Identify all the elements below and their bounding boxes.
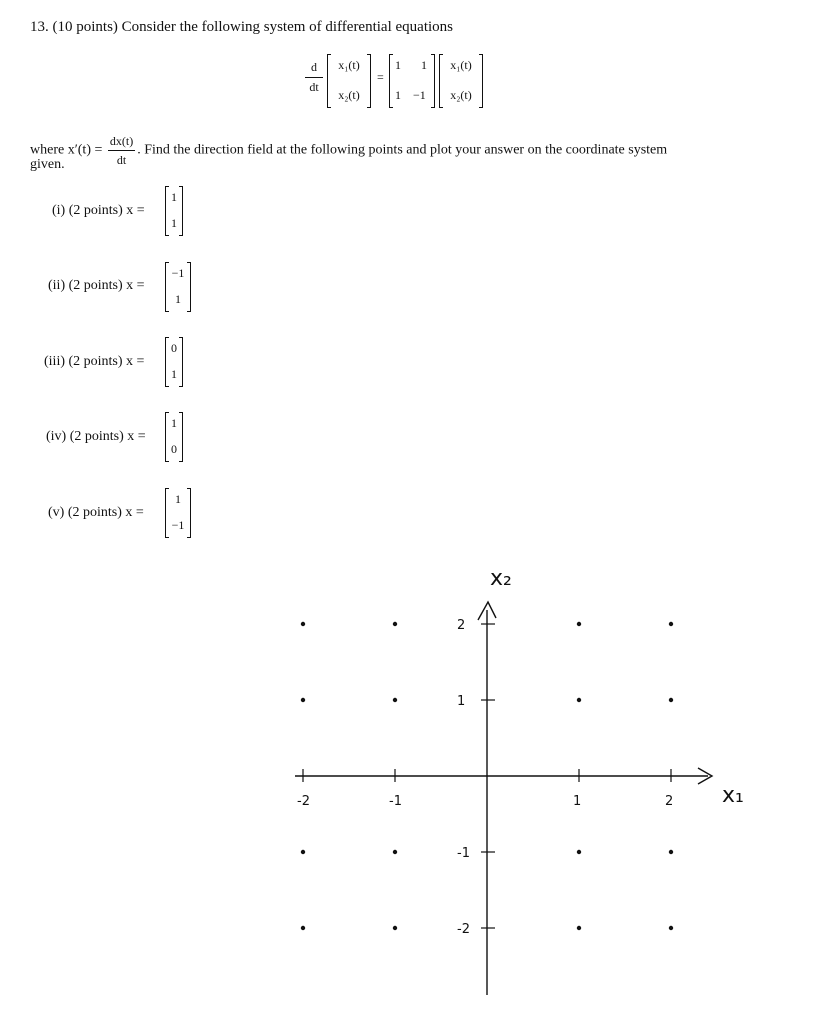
x2-tick-label: 2 — [457, 618, 466, 633]
x1-axis-label: x₁ — [722, 783, 744, 808]
part-i-top: 1 — [171, 190, 177, 204]
part-iii-top: 0 — [171, 341, 177, 355]
part-i-label: (i) (2 points) x = — [52, 203, 145, 218]
part-v-bottom: −1 — [171, 518, 185, 532]
part-ii-bottom: 1 — [175, 292, 181, 306]
grid-point — [669, 850, 673, 854]
matrix-m11: 1 — [395, 58, 401, 72]
x2-entry: x₂(t) — [338, 88, 360, 102]
grid-point — [669, 622, 673, 626]
matrix-m22: −1 — [413, 88, 426, 102]
derivative-numerator: dx(t) — [108, 132, 135, 151]
x1-tick-label: -1 — [389, 794, 402, 809]
part-ii-top: −1 — [171, 266, 185, 280]
instruction-text — [30, 132, 770, 169]
system-equation — [305, 52, 495, 112]
coordinate-plane — [0, 540, 834, 1020]
coefficient-matrix — [389, 54, 435, 108]
derivative-fraction — [108, 132, 135, 169]
derivative-denominator: dt — [116, 153, 127, 167]
grid-point — [393, 850, 397, 854]
part-i-bottom: 1 — [171, 216, 177, 230]
part-ii-vector — [165, 262, 191, 312]
part-iii-vector — [165, 337, 183, 387]
matrix-m21: 1 — [395, 88, 401, 102]
part-ii-label: (ii) (2 points) x = — [48, 278, 145, 293]
grid-point — [577, 926, 581, 930]
x1-entry: x₁(t) — [338, 58, 360, 72]
grid-point — [577, 622, 581, 626]
x-vector-left — [327, 54, 371, 108]
x-vector-right — [439, 54, 483, 108]
x1-entry-right: x₁(t) — [450, 58, 472, 72]
x1-tick-label: -2 — [297, 794, 310, 809]
grid-point — [393, 622, 397, 626]
x2-tick-label: -2 — [457, 922, 470, 937]
d-numerator: d — [311, 60, 317, 74]
grid-point — [669, 698, 673, 702]
grid-point — [301, 698, 305, 702]
part-v-top: 1 — [175, 492, 181, 506]
x2-tick-label: 1 — [457, 694, 466, 709]
part-iv-top: 1 — [171, 416, 177, 430]
part-iii-bottom: 1 — [171, 367, 177, 381]
grid-point — [393, 926, 397, 930]
grid-point — [301, 926, 305, 930]
x1-tick-label: 2 — [665, 794, 674, 809]
x2-entry-right: x₂(t) — [450, 88, 472, 102]
x2-axis-label: x₂ — [490, 566, 512, 591]
part-iv-vector — [165, 412, 183, 462]
grid-point — [577, 850, 581, 854]
part-iv-bottom: 0 — [171, 442, 177, 456]
grid-point — [577, 698, 581, 702]
part-i-vector — [165, 186, 183, 236]
dt-denominator: dt — [309, 80, 319, 94]
part-v-vector — [165, 488, 191, 538]
equals-sign: = — [377, 70, 384, 84]
part-iii-label: (iii) (2 points) x = — [44, 354, 145, 369]
grid-point — [301, 622, 305, 626]
grid-point — [393, 698, 397, 702]
grid-point — [669, 926, 673, 930]
question-title: 13. (10 points) Consider the following system of differential equations — [30, 19, 453, 35]
part-iv-label: (iv) (2 points) x = — [46, 429, 146, 444]
grid-point — [301, 850, 305, 854]
part-v-label: (v) (2 points) x = — [48, 505, 144, 520]
d-dt-fraction — [305, 60, 323, 95]
instruction-part2: . Find the direction field at the following points and plot your answer on the coordinate system — [137, 142, 668, 158]
x2-tick-label: -1 — [457, 846, 470, 861]
x1-tick-label: 1 — [573, 794, 582, 809]
matrix-m12: 1 — [421, 58, 427, 72]
instruction-line2: given. — [30, 157, 65, 172]
instruction-part1: where x′(t) = — [30, 142, 103, 158]
